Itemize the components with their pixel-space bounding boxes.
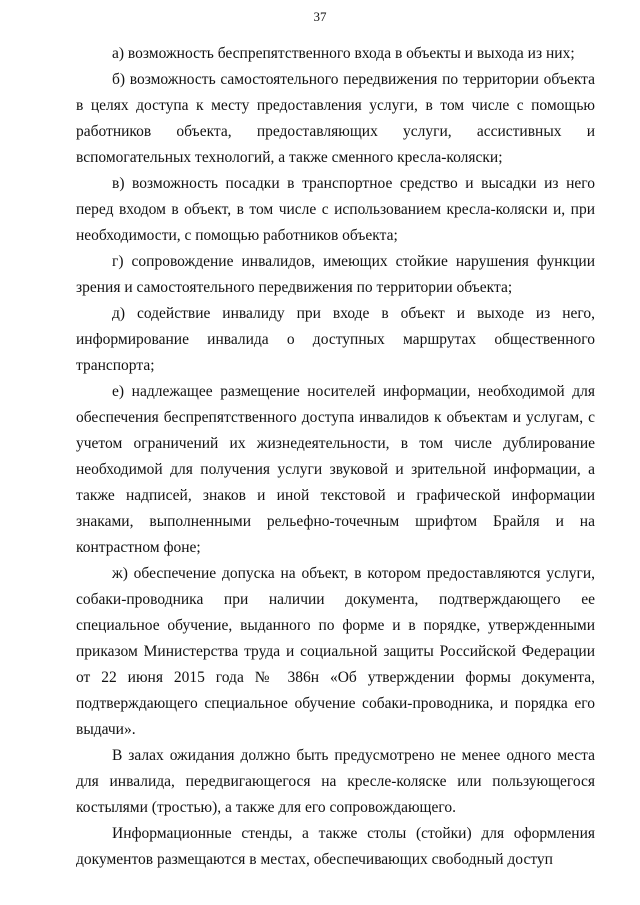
paragraph-item-zh: ж) обеспечение допуска на объект, в котором предоставляются услуги, собаки-проводника при наличии документа, подтверждающего ее специальное обучение, выданного по форме и в порядке, утвержденными приказом Министерства труда и социальной защиты Российской Федерации от 22 июня 2015 года № 386н «Об утверждении формы документа, подтверждающего специальное обучение собаки-проводника, и порядка его выдачи». [76, 565, 595, 738]
paragraph-item-d: д) содействие инвалиду при входе в объект и выходе из него, информирование инвалида о доступных маршрутах общественного транспорта; [76, 305, 595, 374]
paragraph-item-b: б) возможность самостоятельного передвижения по территории объекта в целях доступа к месту предоставления услуги, в том числе с помощью работников объекта, предоставляющих услуги, ассистивных и вспомогательных технологий, а также сменного кресла-коляски; [76, 71, 595, 166]
page-number: 37 [313, 9, 327, 24]
paragraph-info-stands: Информационные стенды, а также столы (стойки) для оформления документов размещаются в местах, обеспечивающих свободный доступ [76, 825, 595, 868]
paragraph-item-a: а) возможность беспрепятственного входа в объекты и выхода из них; [112, 45, 575, 62]
paragraph-item-g: г) сопровождение инвалидов, имеющих стойкие нарушения функции зрения и самостоятельного передвижения по территории объекта; [76, 253, 595, 296]
document-body [76, 41, 595, 873]
paragraph-waiting-halls: В залах ожидания должно быть предусмотрено не менее одного места для инвалида, передвигающегося на кресле-коляске или пользующегося костылями (тростью), а также для его сопровождающего. [76, 747, 595, 816]
paragraph-item-v: в) возможность посадки в транспортное средство и высадки из него перед входом в объект, в том числе с использованием кресла-коляски и, при необходимости, с помощью работников объекта; [76, 175, 595, 244]
paragraph-item-e: е) надлежащее размещение носителей информации, необходимой для обеспечения беспрепятственного доступа инвалидов к объектам и услугам, с учетом ограничений их жизнедеятельности, в том числе дублирование необходимой для получения услуги звуковой и зрительной информации, а также надписей, знаков и иной текстовой и графической информации знаками, выполненными рельефно-точечным шрифтом Брайля и на контрастном фоне; [76, 383, 595, 556]
